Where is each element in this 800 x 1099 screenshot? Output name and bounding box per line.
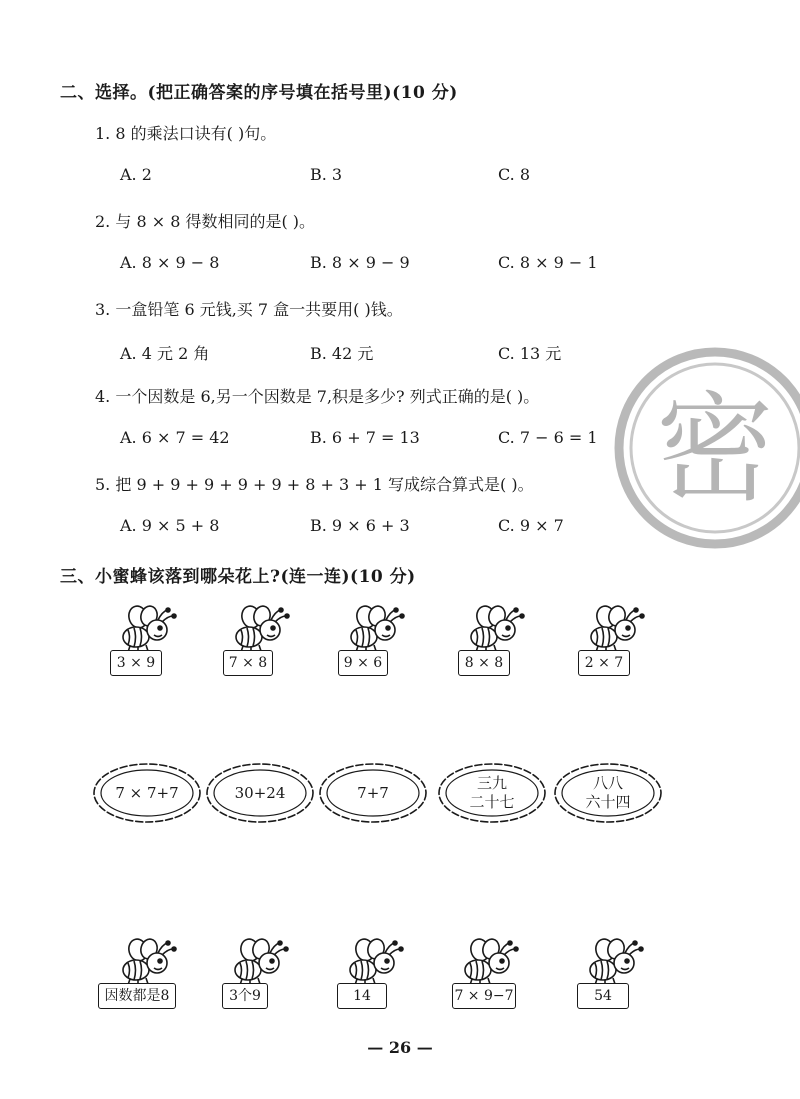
bee-bottom-2[interactable] — [222, 937, 302, 1017]
bee-label: 3 × 9 — [110, 650, 162, 676]
bee-icon — [230, 937, 292, 989]
flower-line-1: 八八 — [592, 774, 623, 792]
bee-bottom-1[interactable] — [98, 937, 178, 1017]
flower-line-1: 7 × 7+7 — [115, 783, 179, 802]
q3-option-b: B. 42 元 — [310, 344, 374, 363]
q4-option-a: A. 6 × 7 = 42 — [120, 428, 230, 447]
q5-option-a: A. 9 × 5 + 8 — [120, 516, 220, 535]
bee-top-5[interactable] — [578, 604, 658, 684]
q2-option-c: C. 8 × 9 − 1 — [498, 253, 598, 272]
q1-option-b: B. 3 — [310, 165, 343, 184]
question-5: 5. 把 9 + 9 + 9 + 9 + 9 + 8 + 3 + 1 写成综合算式是( )。 — [95, 475, 534, 494]
bee-icon — [118, 604, 180, 656]
bee-label: 7 × 8 — [223, 650, 273, 676]
bee-bottom-5[interactable] — [577, 937, 657, 1017]
flower-text — [437, 762, 547, 824]
question-2: 2. 与 8 × 8 得数相同的是( )。 — [95, 212, 316, 231]
q3-option-c: C. 13 元 — [498, 344, 562, 363]
bee-icon — [118, 937, 180, 989]
flower-text — [205, 762, 315, 824]
flower-3[interactable] — [318, 762, 428, 824]
bee-icon — [345, 937, 407, 989]
bee-icon — [460, 937, 522, 989]
bee-label: 8 × 8 — [458, 650, 510, 676]
flower-text — [318, 762, 428, 824]
bee-top-4[interactable] — [458, 604, 538, 684]
flower-1[interactable] — [92, 762, 202, 824]
bee-icon — [585, 937, 647, 989]
flower-4[interactable] — [437, 762, 547, 824]
confidential-stamp — [610, 340, 800, 555]
q5-option-b: B. 9 × 6 + 3 — [310, 516, 410, 535]
page-number: — 26 — — [367, 1038, 433, 1057]
question-3: 3. 一盒铅笔 6 元钱,买 7 盒一共要用( )钱。 — [95, 300, 403, 319]
stamp-text: 密 — [655, 380, 775, 518]
bee-icon — [466, 604, 528, 656]
bee-label: 14 — [337, 983, 387, 1009]
flower-2[interactable] — [205, 762, 315, 824]
q1-option-c: C. 8 — [498, 165, 531, 184]
bee-label: 3个9 — [222, 983, 268, 1009]
bee-icon — [346, 604, 408, 656]
bee-label: 因数都是8 — [98, 983, 176, 1009]
bee-top-2[interactable] — [223, 604, 303, 684]
q5-option-c: C. 9 × 7 — [498, 516, 564, 535]
q2-option-a: A. 8 × 9 − 8 — [120, 253, 220, 272]
bee-label: 7 × 9−7 — [452, 983, 516, 1009]
question-4: 4. 一个因数是 6,另一个因数是 7,积是多少? 列式正确的是( )。 — [95, 387, 540, 406]
flower-line-1: 三九 — [476, 774, 507, 792]
flower-5[interactable] — [553, 762, 663, 824]
bee-top-1[interactable] — [110, 604, 190, 684]
q1-option-a: A. 2 — [120, 165, 152, 184]
bee-label: 54 — [577, 983, 629, 1009]
q3-option-a: A. 4 元 2 角 — [120, 344, 210, 363]
section-3-title: 三、小蜜蜂该落到哪朵花上?(连一连)(10 分) — [60, 567, 416, 587]
question-1: 1. 8 的乘法口诀有( )句。 — [95, 124, 277, 143]
bee-label: 2 × 7 — [578, 650, 630, 676]
bee-top-3[interactable] — [338, 604, 418, 684]
q4-option-c: C. 7 − 6 = 1 — [498, 428, 598, 447]
section-2-title: 二、选择。(把正确答案的序号填在括号里)(10 分) — [60, 83, 458, 103]
flower-line-1: 7+7 — [357, 783, 389, 802]
bee-icon — [231, 604, 293, 656]
flower-line-1: 30+24 — [234, 783, 286, 802]
flower-text — [553, 762, 663, 824]
q4-option-b: B. 6 + 7 = 13 — [310, 428, 420, 447]
bee-bottom-3[interactable] — [337, 937, 417, 1017]
bee-bottom-4[interactable] — [452, 937, 532, 1017]
q2-option-b: B. 8 × 9 − 9 — [310, 253, 410, 272]
flower-line-2: 二十七 — [469, 793, 515, 811]
bee-label: 9 × 6 — [338, 650, 388, 676]
bee-icon — [586, 604, 648, 656]
flower-line-2: 六十四 — [585, 793, 631, 811]
flower-text — [92, 762, 202, 824]
